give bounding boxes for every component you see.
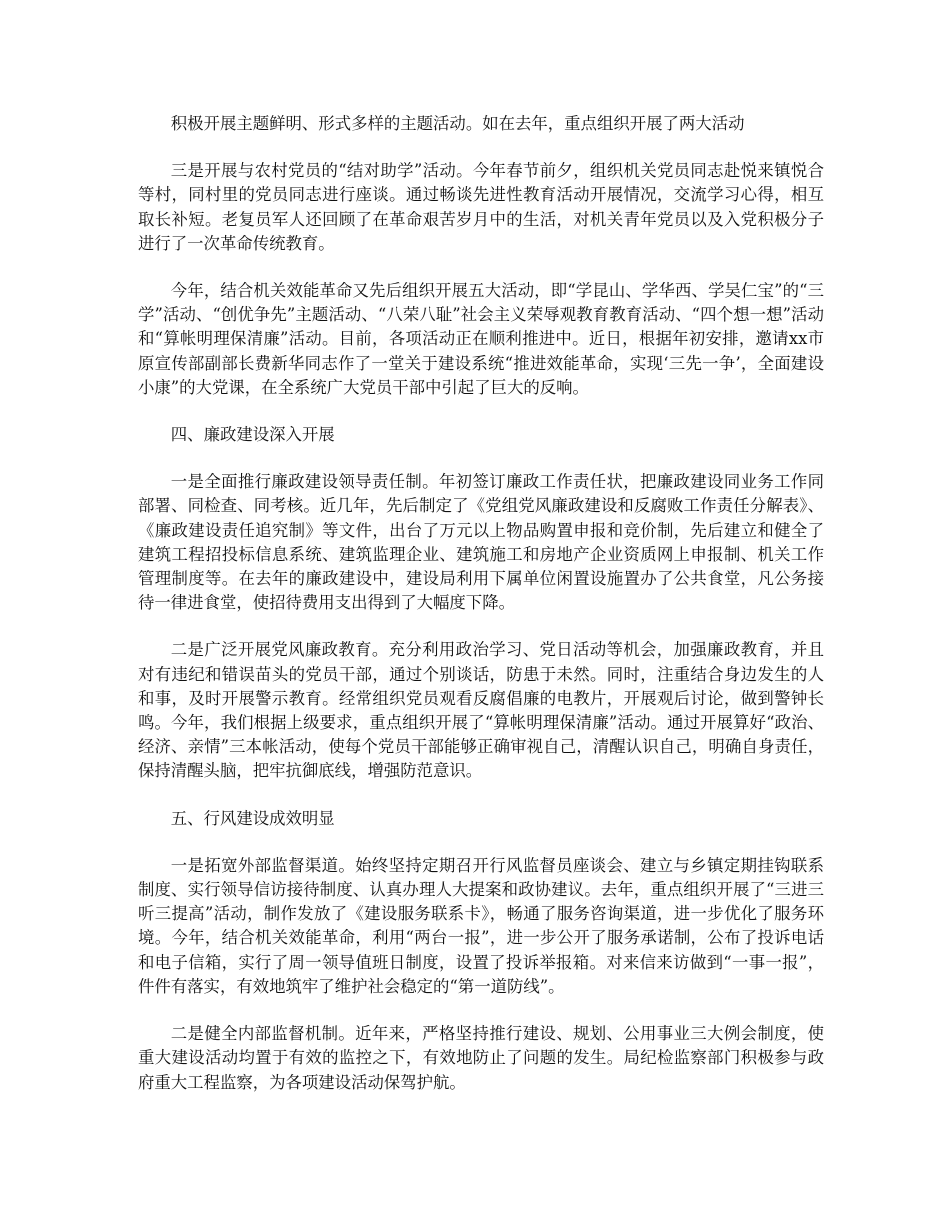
paragraph-five-activities: 今年，结合机关效能革命又先后组织开展五大活动，即“学昆山、学华西、学吴仁宝”的“三学”活动、“创优争先”主题活动、“八荣八耻”社会主义荣辱观教育教育活动、“四个想一想”活动和“算帐明理保清廉”活动。目前，各项活动正在顺利推进中。近日，根据年初安排，邀请xx市原宣传部副部长费新华同志作了一堂关于建设系统“推进效能革命，实现‘三先一争’，全面建设小康”的大党课，在全系统广大党员干部中引起了巨大的反响。 <box>138 281 824 397</box>
section-heading-integrity: 四、廉政建设深入开展 <box>170 425 335 445</box>
paragraph-integrity-responsibility: 一是全面推行廉政建设领导责任制。年初签订廉政工作责任状，把廉政建设同业务工作同部署、同检查、同考核。近几年，先后制定了《党组党风廉政建设和反腐败工作责任分解表》、《廉政建设责任追究制》等文件，出台了万元以上物品购置申报和竞价制，先后建立和健全了建筑工程招投标信息系统、建筑监理企业、建筑施工和房地产企业资质网上申报制、机关工作管理制度等。在去年的廉政建设中，建设局利用下属单位闲置设施置办了公共食堂，凡公务接待一律进食堂，使招待费用支出得到了大幅度下降。 <box>138 472 824 613</box>
paragraph-tutoring-activity: 三是开展与农村党员的“结对助学”活动。今年春节前夕，组织机关党员同志赴悦来镇悦合等村，同村里的党员同志进行座谈。通过畅谈先进性教育活动开展情况，交流学习心得，相互取长补短。老复员军人还回顾了在革命艰苦岁月中的生活，对机关青年党员以及入党积极分子进行了一次革命传统教育。 <box>138 161 824 253</box>
document-body <box>138 112 824 1118</box>
paragraph-internal-supervision: 二是健全内部监督机制。近年来，严格坚持推行建设、规划、公用事业三大例会制度，使重大建设活动均置于有效的监控之下，有效地防止了问题的发生。局纪检监察部门积极参与政府重大工程监察，为各项建设活动保驾护航。 <box>138 1024 824 1092</box>
section-heading-conduct: 五、行风建设成效明显 <box>170 808 335 828</box>
paragraph-activities-intro: 积极开展主题鲜明、形式多样的主题活动。如在去年，重点组织开展了两大活动 <box>170 114 745 133</box>
paragraph-external-supervision: 一是拓宽外部监督渠道。始终坚持定期召开行风监督员座谈会、建立与乡镇定期挂钩联系制度、实行领导信访接待制度、认真办理人大提案和政协建议。去年，重点组织开展了“三进三听三提高”活动，制作发放了《建设服务联系卡》，畅通了服务咨询渠道，进一步优化了服务环境。今年，结合机关效能革命，利用“两台一报”，进一步公开了服务承诺制，公布了投诉电话和电子信箱，实行了周一领导值班日制度，设置了投诉举报箱。对来信来访做到“一事一报”，件件有落实，有效地筑牢了维护社会稳定的“第一道防线”。 <box>138 855 824 996</box>
paragraph-integrity-education: 二是广泛开展党风廉政教育。充分利用政治学习、党日活动等机会，加强廉政教育，并且对有违纪和错误苗头的党员干部，通过个别谈话，防患于未然。同时，注重结合身边发生的人和事，及时开展警示教育。经常组织党员观看反腐倡廉的电教片，开展观后讨论，做到警钟长鸣。今年，我们根据上级要求，重点组织开展了“算帐明理保清廉”活动。通过开展算好“政治、经济、亲情”三本帐活动，使每个党员干部能够正确审视自己，清醒认识自己，明确自身责任，保持清醒头脑，把牢抗御底线，增强防范意识。 <box>138 640 824 781</box>
